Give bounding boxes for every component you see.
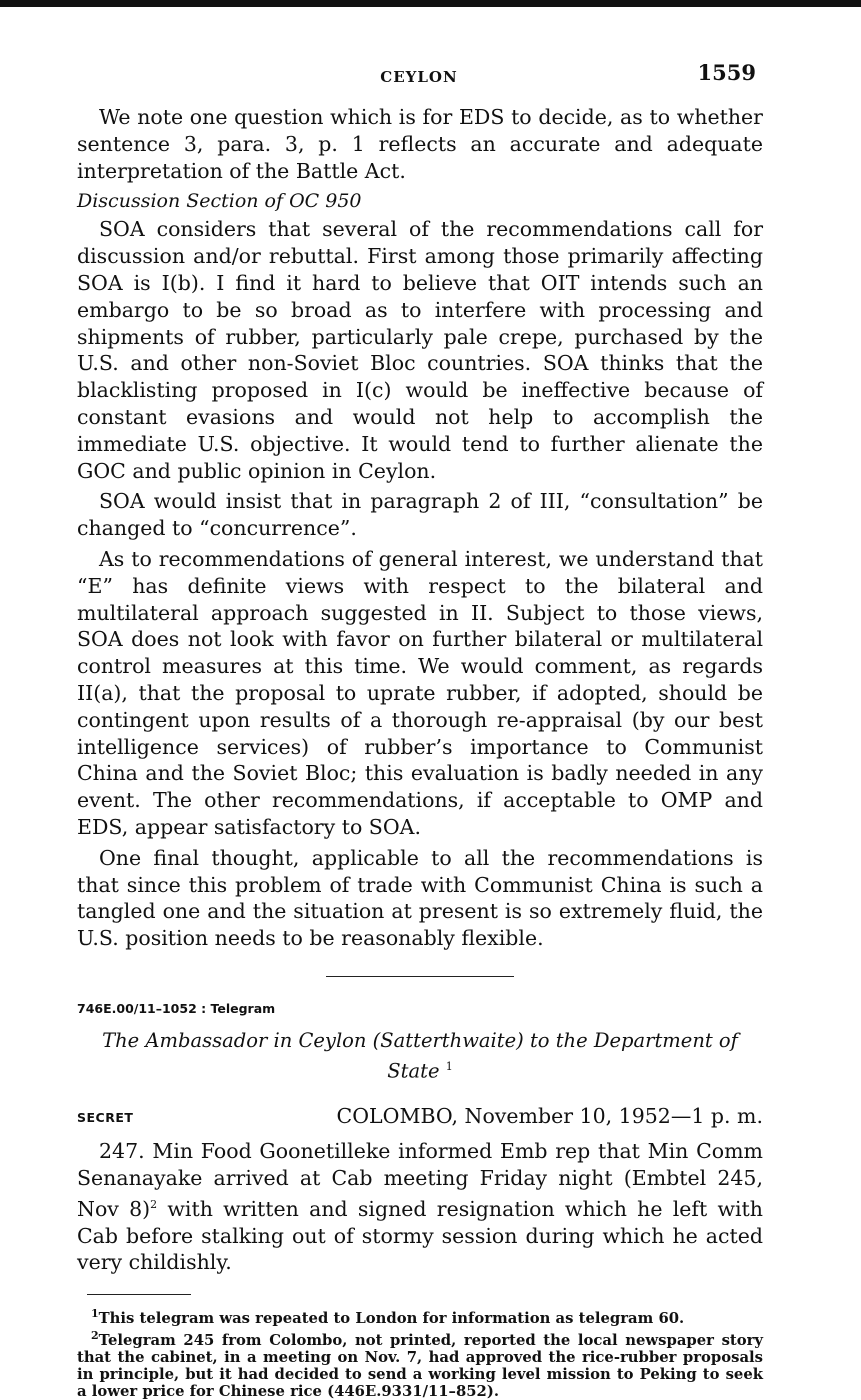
telegram-body-text: 247. Min Food Goonetilleke informed Emb rep that Min Comm Senanayake arrived at Cab meeting Friday night (Embtel 245, Nov 8) <box>77 1139 763 1221</box>
dateline-row <box>77 1104 763 1132</box>
document-title <box>77 1028 763 1085</box>
footnote-2-number: 2 <box>91 1329 99 1343</box>
page-number: 1559 <box>697 60 756 85</box>
footnote-2-text: Telegram 245 from Colombo, not printed, reported the local newspaper story that the cabinet, in a meeting on Nov. 7, had approved the rice-rubber proposals in principle, but it had decided to send a working level mission to Peking to seek a lower price for Chinese rice (446E.9331/11–852). <box>77 1332 763 1400</box>
footnote-1-number: 1 <box>91 1307 99 1321</box>
document-title-text: The Ambassador in Ceylon (Satterthwaite) to the Department of State <box>102 1028 738 1083</box>
section-paragraph-3: As to recommendations of general interest, we understand that “E” has definite views with respect to the bilateral and multilateral approach suggested in II. Subject to those views, SOA does not look with favor on further bilateral or multilateral control measures at this time. We would comment, as regards II(a), that the proposal to uprate rubber, if adopted, should be contingent upon results of a thorough re-appraisal (by our best intelligence services) of rubber’s importance to Communist China and the Soviet Bloc; this evaluation is badly needed in any event. The other recommendations, if acceptable to OMP and EDS, appear satisfactory to SOA. <box>77 546 763 839</box>
classification-label: SECRET <box>77 1110 134 1126</box>
running-head: CEYLON <box>380 68 458 86</box>
footnote-rule <box>87 1294 191 1295</box>
section-heading: Discussion Section of OC 950 <box>77 190 362 213</box>
top-border-rule <box>0 0 861 7</box>
intro-paragraph: We note one question which is for EDS to decide, as to whether sentence 3, para. 3, p. 1 reflects an accurate and adequate interpretation of the Battle Act. <box>77 105 763 183</box>
section-paragraph-1: SOA considers that several of the recommendations call for discussion and/or rebuttal. First among those primarily affecting SOA is I(b). I find it hard to believe that OIT intends such an embargo to be so broad as to interfere with processing and shipments of rubber, particularly pale crepe, purchased by the U.S. and other non-Soviet Bloc countries. SOA thinks that the blacklisting proposed in I(c) would be ineffective because of constant evasions and would not help to accomplish the immediate U.S. objective. It would tend to further alienate the GOC and public opinion in Ceylon. <box>77 217 763 483</box>
footnote-1-text: This telegram was repeated to London for information as telegram 60. <box>98 1310 685 1328</box>
footnote-2 <box>77 1327 763 1400</box>
page-header <box>76 60 762 90</box>
title-footnote-ref: 1 <box>445 1059 453 1073</box>
dateline: COLOMBO, November 10, 1952—1 p. m. <box>336 1104 763 1129</box>
telegram-body-continued: with written and signed resignation which he left with Cab before stalking out of stormy session during which he acted very childishly. <box>77 1196 763 1275</box>
footnote-1 <box>77 1305 763 1327</box>
page-content <box>77 104 763 1400</box>
telegram-body <box>77 1138 763 1276</box>
section-paragraph-2: SOA would insist that in paragraph 2 of III, “consultation” be changed to “concurrence”. <box>77 489 763 541</box>
body-footnote-ref: 2 <box>150 1198 158 1211</box>
section-divider <box>326 976 514 977</box>
section-paragraph-4: One final thought, applicable to all the recommendations is that since this problem of trade with Communist China is such a tangled one and the situation at present is so extremely fluid, the U.S. position needs to be reasonably flexible. <box>77 845 763 951</box>
document-file-number: 746E.00/11–1052 : Telegram <box>77 1000 276 1016</box>
